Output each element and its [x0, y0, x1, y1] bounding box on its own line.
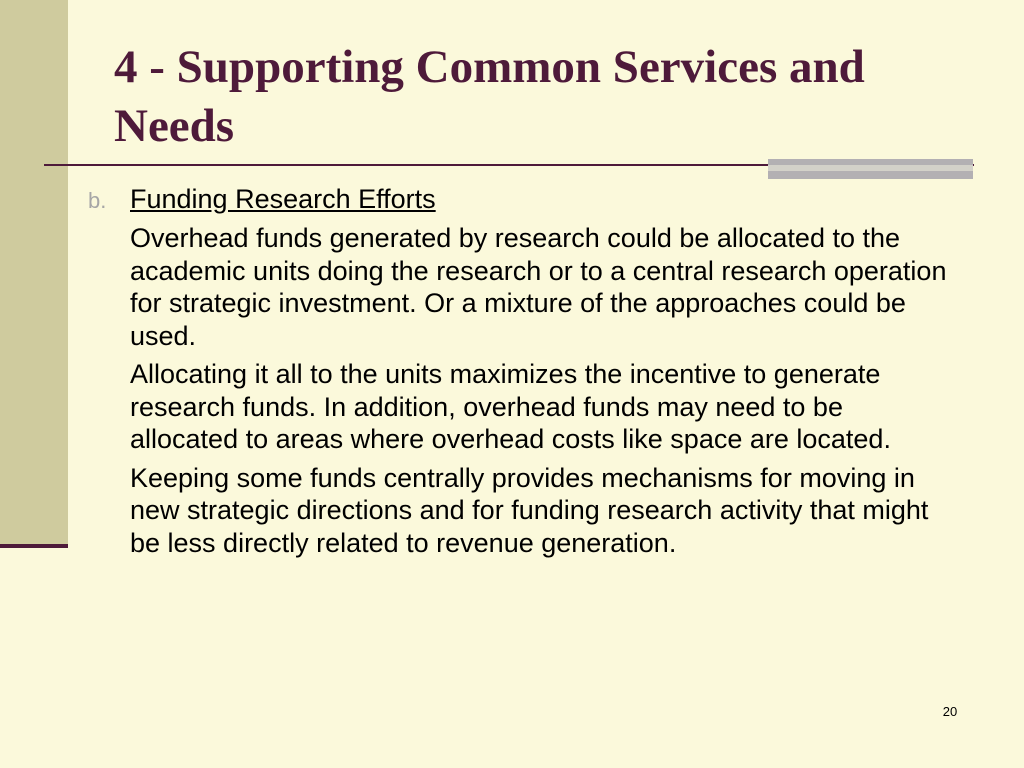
paragraph: Overhead funds generated by research could be allocated to the academic units doing the research or to a central research operation for strategic investment. Or a mixture of the approaches could be used. [130, 223, 947, 351]
accent-bar [768, 159, 973, 179]
paragraph: Keeping some funds centrally provides mechanisms for moving in new strategic directions and for funding research activity that might be less directly related to revenue generation. [130, 462, 929, 558]
left-band-underline [0, 544, 68, 548]
paragraph: Allocating it all to the units maximizes the incentive to generate research funds. In addition, overhead funds may need to be allocated to areas where overhead costs like space are located. [130, 359, 891, 454]
page-number: 20 [942, 704, 958, 719]
list-item-heading-row [88, 182, 968, 216]
left-decorative-band [0, 0, 68, 545]
list-marker: b. [88, 188, 107, 213]
accent-bar-stripe [768, 165, 973, 171]
section-heading: Funding Research Efforts [130, 184, 436, 214]
slide-content [88, 182, 968, 559]
slide-title: 4 - Supporting Common Services and Needs [114, 41, 865, 152]
